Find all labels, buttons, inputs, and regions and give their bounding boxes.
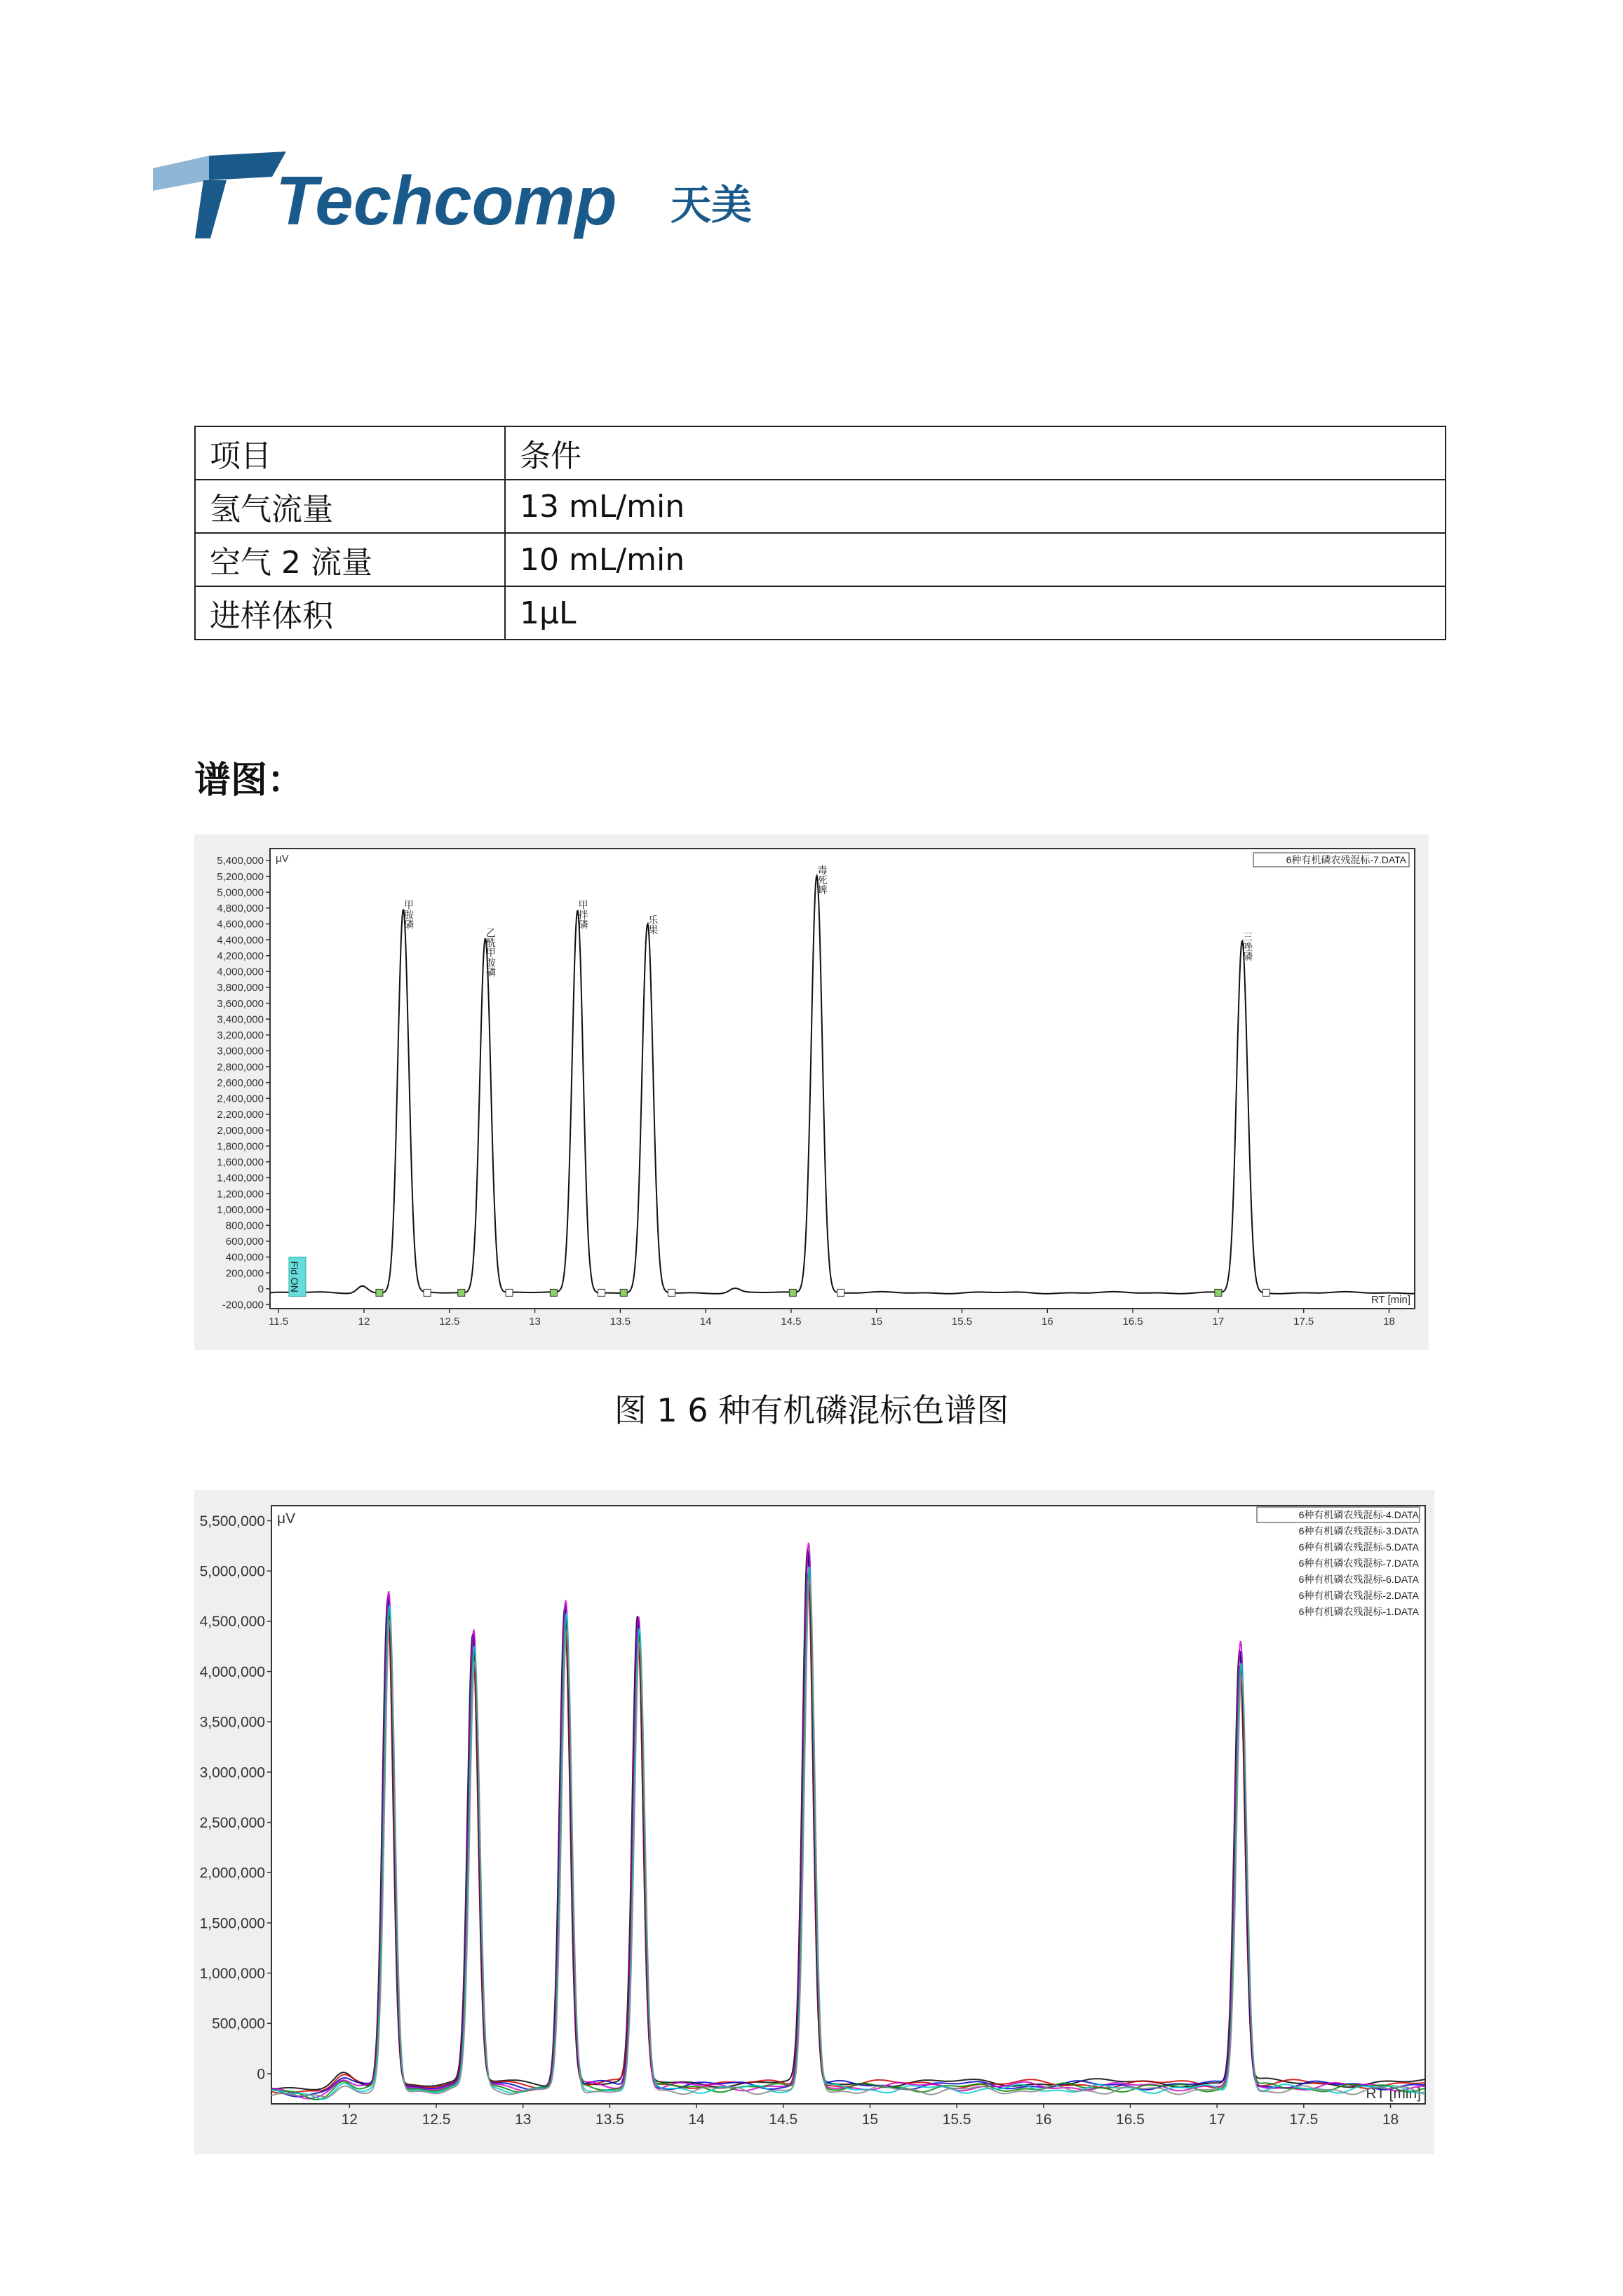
chromatogram-chart-2 [194,1490,1434,2154]
x-tick-label: 12.5 [439,1316,460,1328]
legend-entry: 6种有机磷农残混标-2.DATA [1298,1590,1419,1601]
y-tick-label: 800,000 [225,1220,264,1232]
y-tick-label: 2,000,000 [217,1124,264,1137]
y-tick-label: 4,400,000 [217,934,264,947]
techcomp-logo [153,149,784,254]
value-cell: 10 mL/min [505,533,1446,586]
parameter-cell: 进样体积 [195,586,505,640]
x-tick-label: 17.5 [1293,1316,1314,1328]
y-tick-label: -200,000 [222,1299,264,1311]
y-tick-label: 2,500,000 [199,1814,265,1831]
baseline-marker [837,1289,844,1296]
table-row [195,426,1446,480]
y-tick-label: 1,600,000 [217,1156,264,1169]
y-tick-label: 3,200,000 [217,1029,264,1042]
chart2-svg [194,1490,1434,2154]
x-tick-label: 12 [341,2112,358,2128]
x-tick-label: 13 [515,2112,532,2128]
chromatogram-chart-1 [194,835,1429,1350]
y-tick-label: 5,200,000 [217,870,264,883]
y-tick-label: 5,000,000 [199,1563,265,1580]
y-tick-label: 4,600,000 [217,918,264,931]
peak-label: 乙酰甲胺磷 [485,928,497,978]
x-tick-label: 17.5 [1289,2112,1319,2128]
x-tick-label: 16.5 [1122,1316,1143,1328]
parameter-cell: 空气 2 流量 [195,533,505,586]
x-tick-label: 11.5 [269,1316,289,1328]
x-tick-label: 12 [358,1316,370,1328]
y-tick-label: 0 [257,2066,265,2083]
x-tick-label: 14.5 [769,2112,798,2128]
plot-area [270,849,1415,1309]
y-unit-label: μV [276,853,289,865]
y-tick-label: 3,400,000 [217,1013,264,1026]
y-tick-label: 2,600,000 [217,1076,264,1089]
y-tick-label: 5,000,000 [217,886,264,899]
y-tick-label: 5,400,000 [217,855,264,867]
value-cell: 条件 [505,426,1446,480]
legend-entry: 6种有机磷农残混标-5.DATA [1298,1541,1419,1553]
x-tick-label: 14 [688,2112,705,2128]
y-tick-label: 4,200,000 [217,950,264,962]
peak-label: 三唑磷 [1241,931,1253,961]
x-tick-label: 17 [1208,2112,1225,2128]
value-cell: 13 mL/min [505,480,1446,533]
baseline-marker [598,1289,605,1296]
baseline-marker [550,1289,557,1296]
baseline-marker [458,1289,465,1296]
y-tick-label: 3,600,000 [217,997,264,1010]
parameter-cell: 氢气流量 [195,480,505,533]
x-tick-label: 13.5 [595,2112,624,2128]
y-tick-label: 1,000,000 [217,1203,264,1216]
baseline-marker [1215,1289,1222,1296]
value-cell: 1μL [505,586,1446,640]
y-tick-label: 4,500,000 [199,1614,265,1630]
x-tick-label: 15 [870,1316,883,1328]
conditions-table [194,426,1446,640]
plot-area [271,1506,1425,2104]
peak-label: 毒死蜱 [816,865,828,895]
y-tick-label: 2,400,000 [217,1093,264,1105]
y-tick-label: 3,000,000 [199,1764,265,1781]
x-axis-label: RT [min] [1371,1294,1410,1306]
parameter-cell: 项目 [195,426,505,480]
table-row [195,586,1446,640]
baseline-marker [424,1289,431,1296]
baseline-marker [668,1289,675,1296]
baseline-marker [1262,1289,1270,1296]
legend-entry: 6种有机磷农残混标-7.DATA [1286,854,1406,865]
x-tick-label: 12.5 [422,2112,451,2128]
y-tick-label: 4,000,000 [217,966,264,978]
y-tick-label: 2,000,000 [199,1865,265,1882]
legend-entry: 6种有机磷农残混标-6.DATA [1298,1574,1419,1585]
y-tick-label: 1,500,000 [199,1915,265,1932]
x-tick-label: 16 [1035,2112,1052,2128]
table-row [195,533,1446,586]
y-tick-label: 1,400,000 [217,1172,264,1184]
peak-label: 乐果 [647,914,659,935]
y-tick-label: 3,000,000 [217,1045,264,1058]
y-tick-label: 4,000,000 [199,1663,265,1680]
techcomp-logo-mark [153,151,286,238]
y-tick-label: 1,200,000 [217,1188,264,1201]
x-tick-label: 18 [1383,1316,1395,1328]
x-tick-label: 13.5 [610,1316,631,1328]
baseline-marker [789,1289,796,1296]
fid-on-label: Fid ON [288,1261,300,1292]
y-tick-label: 0 [257,1283,264,1295]
peak-label: 甲拌磷 [577,900,589,930]
x-tick-label: 14 [699,1316,712,1328]
peak-label: 甲胺磷 [403,900,415,930]
x-axis-label: RT [min] [1366,2086,1421,2102]
legend-entry: 6种有机磷农残混标-7.DATA [1298,1558,1419,1569]
x-tick-label: 14.5 [781,1316,802,1328]
brand-name: Techcomp [276,162,617,239]
x-tick-label: 13 [529,1316,541,1328]
baseline-marker [506,1289,513,1296]
x-tick-label: 15.5 [951,1316,973,1328]
y-tick-label: 5,500,000 [199,1513,265,1529]
y-tick-label: 600,000 [225,1236,264,1248]
x-tick-label: 16 [1041,1316,1053,1328]
y-tick-label: 3,500,000 [199,1714,265,1731]
baseline-marker [376,1289,383,1296]
x-tick-label: 18 [1382,2112,1399,2128]
baseline-marker [620,1289,627,1296]
y-tick-label: 500,000 [212,2015,265,2032]
brand-name-cn: 天美 [671,181,753,229]
figure1-caption: 图 1 6 种有机磷混标色谱图 [614,1391,1009,1429]
y-tick-label: 1,800,000 [217,1140,264,1153]
y-tick-label: 200,000 [225,1267,264,1280]
y-tick-label: 400,000 [225,1251,264,1264]
legend-entry: 6种有机磷农残混标-3.DATA [1298,1525,1419,1537]
chart1-svg [194,835,1429,1350]
section-heading: 谱图： [194,759,304,802]
y-unit-label: μV [277,1511,296,1527]
table-row [195,480,1446,533]
y-tick-label: 2,200,000 [217,1109,264,1121]
x-tick-label: 15 [861,2112,879,2128]
x-tick-label: 15.5 [942,2112,971,2128]
x-tick-label: 16.5 [1116,2112,1145,2128]
legend-entry: 6种有机磷农残混标-4.DATA [1298,1509,1419,1520]
y-tick-label: 1,000,000 [199,1965,265,1982]
legend-entry: 6种有机磷农残混标-1.DATA [1298,1606,1419,1617]
y-tick-label: 3,800,000 [217,982,264,994]
x-tick-label: 17 [1212,1316,1225,1328]
y-tick-label: 2,800,000 [217,1061,264,1074]
y-tick-label: 4,800,000 [217,903,264,915]
